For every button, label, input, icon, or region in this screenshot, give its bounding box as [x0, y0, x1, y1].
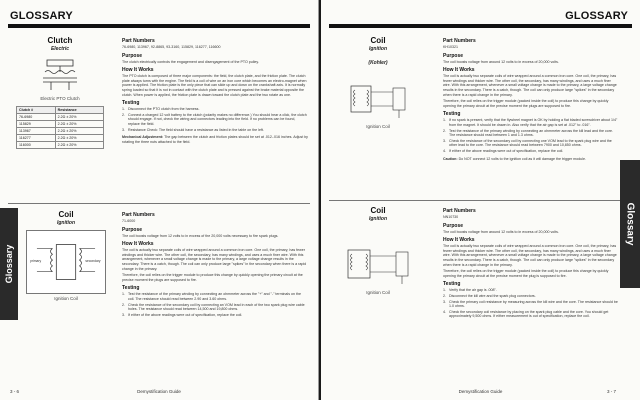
coil-diagram — [26, 230, 106, 294]
part-numbers-heading: Part Numbers — [443, 208, 476, 214]
mechanical-adjustment: Mechanical Adjustment: The gap between the clutch and friction plates should be set at .012-.016 inches. Adjust by rotating the three nuts attached to the field. — [122, 135, 308, 144]
list-item: 2. Disconnect the kill wire and the spark plug connectors. — [443, 293, 536, 298]
clutch-caption: Electric PTO Clutch — [40, 96, 80, 101]
how-it-works-text: The coil is actually two separate coils of wire wrapped around a common iron core. One coil, the primary, has fewer windings and thicker wire. The other coil, the secondary, has many windings, and uses a much finer wire. With this arrangement, whenever a small voltage change is made to the primary, a large voltage change results in the secondary. There is a catch, though. The coil can only produce large "spikes" in the secondary when there is a rapid change in the primary. — [443, 74, 617, 97]
footer-title: Demystification Guide — [458, 389, 503, 394]
clutch-subtitle: Electric — [50, 46, 70, 52]
list-item: 1. Verify that the air gap is .008". — [443, 288, 497, 293]
table-cell: 113967 — [17, 128, 56, 135]
table-cell: 2.2Ω ± 20% — [55, 135, 103, 142]
purpose-heading: Purpose — [122, 226, 143, 233]
part-numbers-heading: Part Numbers — [122, 212, 155, 218]
list-item: 1. Test the resistance of the primary winding by connecting an ohmmeter across the "+" and "-" terminals on the coil. The resistance should read between 2.90 and 3.60 ohms. — [122, 292, 301, 301]
table-header-cell: Resistance — [55, 107, 103, 114]
secondary-label: secondary — [85, 259, 101, 263]
footer-title: Demystification Guide — [137, 389, 181, 394]
how-it-works-text: The coil is actually two separate coils of wire wrapped around a common iron core. One coil, the primary, has fewer windings and thicker wire. The other coil, the secondary, has many windings, and uses a much finer wire. With this arrangement, whenever a small voltage change is made to the primary, a large voltage change results in the secondary. There is a catch, though. The coil can only produce large "spikes" in the secondary when there is a rapid change in the primary. — [122, 248, 307, 271]
table-cell: 116277 — [17, 135, 56, 142]
primary-label: primary — [30, 259, 42, 263]
page-number: 3 - 7 — [606, 389, 616, 394]
coil-kohler-caption: Ignition Coil — [366, 124, 390, 129]
how-it-works-text-2: Therefore, the coil relies on the trigger module (packed inside the coil) to produce this change by quickly opening the primary circuit at the precise moment the plug is supposed to fire. — [443, 269, 609, 278]
testing-heading: Testing — [122, 100, 140, 107]
purpose-heading: Purpose — [443, 52, 464, 59]
part-numbers: 76-6980, 113967, 92-8865, 93-3160, 115829, 116277, 116600 — [122, 45, 221, 49]
list-item: 1. If no spark is present, verify that the flywheel magnet is OK by holding a flat bladed screwdriver about 1/4" from the magnet. It should be drawn in. Also verify that the air gap is set at .012" to .016". — [443, 118, 618, 127]
testing-heading: Testing — [122, 285, 140, 292]
part-numbers: NN10730 — [443, 215, 459, 219]
header-rule — [329, 24, 632, 28]
coil-kohler-content — [443, 36, 618, 161]
purpose-text: The coil boosts voltage from around 12 volts to in excess of 20,000 volts. — [443, 59, 559, 64]
how-it-works-heading: How It Works — [443, 67, 475, 74]
table-cell: 2.2Ω ± 20% — [55, 121, 103, 128]
section-divider — [8, 203, 310, 204]
coil-sidebar — [22, 210, 110, 301]
table-row — [17, 142, 104, 149]
list-item: 4. Check the secondary coil resistance by placing on the spark plug cable and the core. You should get approximately 9,500 ohms. If either measurement is out of specification, replace the coil. — [443, 309, 609, 319]
testing-heading: Testing — [443, 111, 461, 118]
part-numbers-heading: Part Numbers — [122, 38, 155, 44]
table-row — [17, 121, 104, 128]
table-cell: 116000 — [17, 142, 56, 149]
purpose-text: The coil boosts voltage from around 12 volts to in excess of 20,000 volts. — [443, 229, 559, 234]
how-it-works-text: The coil is actually two separate coils of wire wrapped around a common iron core. One coil, the primary, has fewer windings and thicker wire. The other coil, the secondary, has many windings, and uses a much finer wire. With this arrangement, whenever a small voltage change is made to the primary, a large voltage change results in the secondary. There is a catch, though. The coil can only produce large "spikes" in the secondary when there is a rapid change in the primary. — [443, 244, 617, 267]
clutch-content — [122, 36, 308, 144]
glossary-tab: Glossary — [0, 208, 18, 320]
list-item: 3. If either of the above readings were out of specification, replace the coil. — [122, 312, 243, 317]
clutch-resistance-table — [16, 106, 104, 149]
coil2-title: Coil — [370, 206, 386, 215]
purpose-text: The coil boosts voltage from 12 volts to in excess of the 20,000 volts necessary to fire spark plugs. — [122, 233, 279, 238]
how-it-works-heading: How It Works — [122, 67, 154, 74]
coil2-caption: Ignition Coil — [366, 290, 390, 295]
coil-subtitle: Ignition — [56, 220, 76, 226]
table-cell: 76-6980 — [17, 114, 56, 121]
table-cell: 115829 — [17, 121, 56, 128]
glossary-tab: Glossary — [620, 160, 640, 288]
page-header: GLOSSARY — [565, 10, 628, 22]
part-numbers: 71-6000 — [122, 219, 136, 223]
how-it-works-heading: How It Works — [122, 241, 154, 248]
coil-kohler-diagram — [343, 78, 413, 122]
page-number: 3 - 6 — [10, 389, 20, 394]
how-it-works-text-2: Therefore, the coil relies on the trigger module (packed inside the coil) to produce this change by quickly opening the primary circuit at the precise moment the plugs are supposed to fire. — [443, 99, 609, 108]
table-cell: 2.2Ω ± 20% — [55, 142, 103, 149]
list-item: 2. Test the resistance of the primary winding by connecting an ohmmeter across the kill lead and the core. The resistance should read between 1 and 1.3 ohms. — [443, 128, 613, 138]
right-page — [321, 0, 640, 400]
coil2-content — [443, 206, 618, 319]
left-page — [0, 0, 319, 400]
coil-kohler-title: Coil — [370, 36, 386, 45]
coil-content — [122, 210, 308, 317]
page-header: GLOSSARY — [10, 10, 73, 22]
coil2-diagram — [338, 240, 418, 288]
table-row — [17, 114, 104, 121]
how-it-works-heading: How It Works — [443, 237, 475, 244]
part-numbers-heading: Part Numbers — [443, 38, 476, 44]
table-row — [17, 128, 104, 135]
list-item: 3. Check the primary coil resistance by measuring across the kill wire and the core. The resistance should be 1.0 ohms. — [443, 299, 618, 309]
clutch-sidebar — [10, 36, 110, 149]
table-header-row — [17, 107, 104, 114]
how-it-works-text: The PTO clutch is composed of three major components: the field, the clutch plate, and the friction plate. The clutch plate always turns with the engine. The field is a coil of wire on an iron core which becomes an electro-magnet when power is applied. The friction plate is the only piece that can slide up and down on the crankshaft axis. It is normally spring loaded so that it is not in contact with the clutch plate and is pressed against the brake material opposite the clutch. When power is applied, the friction plate is drawn toward the clutch plate and the two rotate as one. — [122, 74, 307, 97]
coil-kohler-subtitle: Ignition — [368, 46, 388, 52]
coil-title: Coil — [58, 210, 74, 219]
how-it-works-text-2: Therefore, the coil relies on the trigger module to produce this change by quickly opening the primary circuit at the precise moment the plugs are supposed to fire. — [122, 273, 303, 282]
purpose-text: The clutch electrically controls the engagement and disengagement of the PTO pulley. — [122, 59, 259, 64]
coil-caption: Ignition Coil — [54, 296, 78, 301]
list-item: 2. Check the resistance of the secondary coil by connecting an VOM lead in each of the two spark plug wire cable holes. The resistance should read between 14,500 and 19,800 ohms. — [122, 302, 305, 312]
list-item: 3. Check the resistance of the secondary coil by connecting one VOM lead to the spark plug wire and the other lead to the core. The resistance should read between 7900 and 10,850 ohms. — [443, 138, 612, 148]
list-item: 3. Resistance Check: The field should have a resistance as listed in the table on the left. — [122, 127, 264, 132]
part-numbers: KH10321 — [443, 45, 458, 49]
table-row — [17, 135, 104, 142]
table-cell: 2.2Ω ± 20% — [55, 114, 103, 121]
list-item: 1. Disconnect the PTO clutch from the harness. — [122, 107, 200, 112]
purpose-heading: Purpose — [443, 222, 464, 229]
clutch-title: Clutch — [47, 36, 73, 45]
coil-kohler-sidebar — [329, 36, 427, 129]
list-item: 2. Connect a charged 12 volt battery to the clutch (polarity makes no difference.) You should hear a click, the clutch should engage. If not, check the wiring and connectors leading into the field. If no problems can be found, replace the field. — [122, 112, 307, 126]
caution-note: Caution: Do NOT connect 12 volts to the ignition coil as it will damage the trigger module. — [443, 156, 586, 161]
coil-kohler-brand: (Kohler) — [368, 60, 388, 66]
testing-heading: Testing — [443, 281, 461, 288]
table-cell: 2.2Ω ± 20% — [55, 128, 103, 135]
section-divider — [329, 200, 632, 201]
table-header-cell: Clutch # — [17, 107, 56, 114]
coil2-subtitle: Ignition — [368, 216, 388, 222]
header-rule — [8, 24, 310, 28]
list-item: 4. If either of the above readings were out of specification, replace the coil. — [443, 148, 564, 153]
coil2-sidebar — [329, 206, 427, 295]
clutch-diagram — [25, 56, 95, 94]
purpose-heading: Purpose — [122, 52, 143, 59]
